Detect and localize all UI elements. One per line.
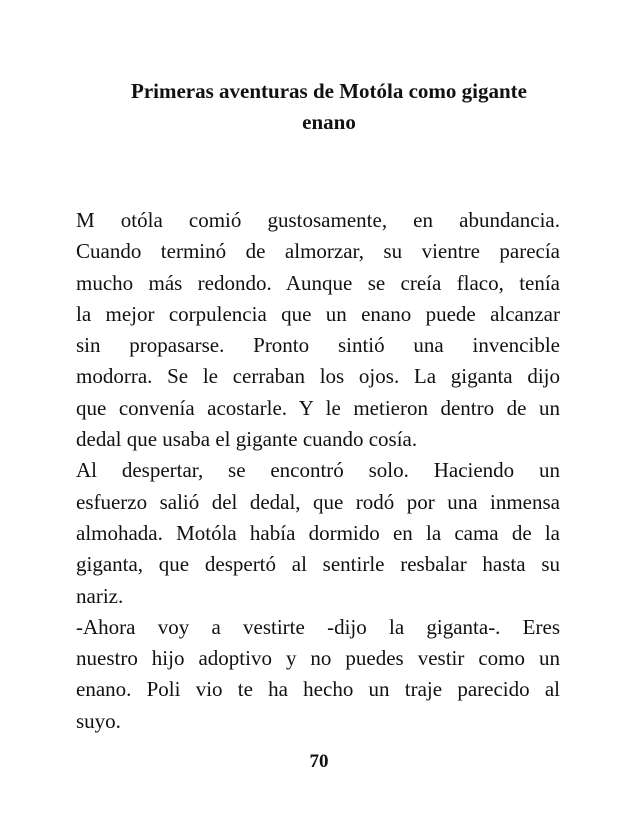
chapter-title-line-2: enano [302, 110, 356, 134]
text-line: -Ahora voy a vestirte -dijo la giganta-. Eres [76, 614, 560, 639]
text-line: modorra. Se le cerraban los ojos. La giganta dijo [76, 364, 560, 389]
text-line: esfuerzo salió del dedal, que rodó por una inmensa [76, 489, 560, 514]
text-line: Al despertar, se encontró solo. Haciendo un [76, 458, 560, 483]
text-line: M otóla comió gustosamente, en abundancia. [76, 208, 560, 232]
text-line: Cuando terminó de almorzar, su vientre parecía [76, 239, 560, 264]
chapter-title [60, 76, 598, 138]
body-text [76, 205, 560, 737]
chapter-title-line-1: Primeras aventuras de Motóla como gigante [131, 79, 527, 103]
text-line: almohada. Motóla había dormido en la cama de la [76, 520, 560, 545]
text-line: suyo. [76, 708, 121, 733]
page-number: 70 [309, 751, 329, 772]
text-line: mucho más redondo. Aunque se creía flaco, tenía [76, 270, 560, 295]
text-line: giganta, que despertó al sentirle resbalar hasta su [76, 552, 560, 577]
text-line: que convenía acostarle. Y le metieron dentro de un [76, 395, 560, 420]
text-line: enano. Poli vio te ha hecho un traje parecido al [76, 677, 560, 702]
text-line: nariz. [76, 583, 124, 608]
text-line: nuestro hijo adoptivo y no puedes vestir como un [76, 646, 560, 671]
text-line: sin propasarse. Pronto sintió una invencible [76, 333, 560, 358]
text-line: dedal que usaba el gigante cuando cosía. [76, 427, 418, 452]
text-line: la mejor corpulencia que un enano puede alcanzar [76, 301, 560, 326]
